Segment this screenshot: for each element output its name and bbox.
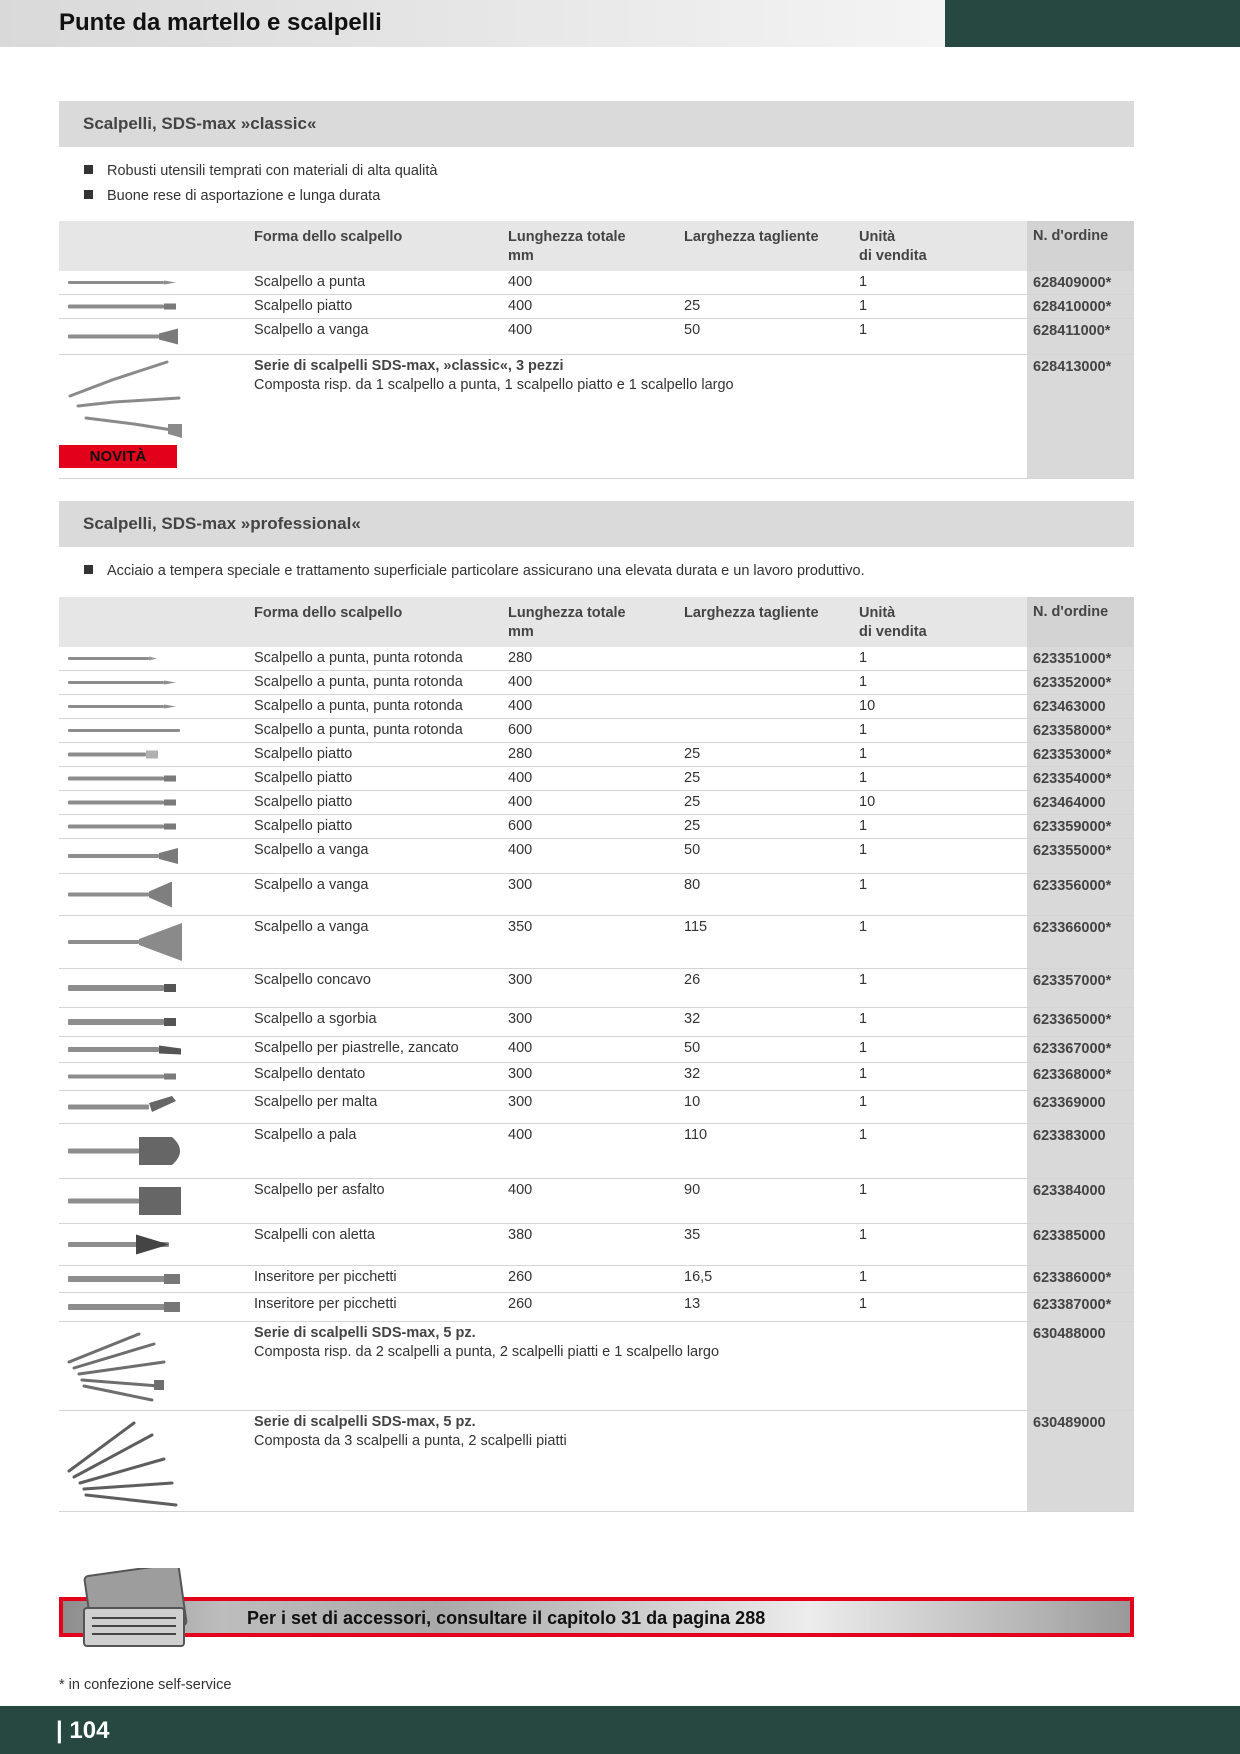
order-number: 628411000* <box>1027 319 1134 354</box>
header-accent <box>945 0 1240 47</box>
table-header <box>59 221 1134 271</box>
table-row <box>59 1037 1134 1063</box>
new-badge: NOVITÀ <box>59 445 177 468</box>
product-unit: 1 <box>859 1040 868 1056</box>
product-width: 35 <box>684 1227 701 1243</box>
set-row <box>59 355 1134 479</box>
product-length: 400 <box>508 770 533 786</box>
footnote: * in confezione self-service <box>59 1677 232 1693</box>
product-length: 400 <box>508 794 533 810</box>
chisel-set-image <box>64 1419 184 1507</box>
product-width: 13 <box>684 1296 701 1312</box>
chisel-image <box>64 319 189 354</box>
product-length: 600 <box>508 818 533 834</box>
product-length: 300 <box>508 1066 533 1082</box>
product-length: 400 <box>508 1182 533 1198</box>
chisel-image <box>64 815 189 838</box>
chisel-image <box>64 647 189 670</box>
chisel-image <box>64 1266 189 1292</box>
product-length: 300 <box>508 1094 533 1110</box>
table-row <box>59 1224 1134 1266</box>
order-number: 623352000* <box>1027 671 1134 694</box>
product-name: Scalpello piatto <box>254 818 353 834</box>
product-name: Scalpelli con aletta <box>254 1227 375 1243</box>
chisel-image <box>64 839 189 873</box>
table-row <box>59 916 1134 969</box>
product-width: 115 <box>684 919 708 935</box>
product-unit: 10 <box>859 698 876 714</box>
product-unit: 1 <box>859 674 868 690</box>
product-name: Scalpello dentato <box>254 1066 366 1082</box>
product-name: Scalpello a vanga <box>254 919 369 935</box>
product-name: Scalpello a pala <box>254 1127 357 1143</box>
product-name: Inseritore per picchetti <box>254 1269 397 1285</box>
banner-text: Per i set di accessori, consultare il capitolo 31 da pagina 288 <box>247 1608 766 1628</box>
chisel-image <box>64 1293 189 1321</box>
product-width: 50 <box>684 842 701 858</box>
product-name: Scalpello a punta <box>254 274 366 290</box>
order-number: 623387000* <box>1027 1293 1134 1321</box>
chisel-image <box>64 1091 189 1123</box>
product-length: 300 <box>508 877 533 893</box>
section-header-professional <box>59 501 1134 547</box>
order-number: 623358000* <box>1027 719 1134 742</box>
product-length: 300 <box>508 972 533 988</box>
table-row <box>59 1124 1134 1179</box>
table-row <box>59 271 1134 295</box>
product-unit: 10 <box>859 794 876 810</box>
product-unit: 1 <box>859 1182 868 1198</box>
tool-case-image <box>78 1568 198 1650</box>
product-name: Scalpello piatto <box>254 794 353 810</box>
chisel-image <box>64 874 189 915</box>
bullet-square <box>84 165 93 174</box>
product-width: 110 <box>684 1127 708 1143</box>
table-row <box>59 695 1134 719</box>
col-width: Larghezza tagliente <box>684 229 819 245</box>
col-order: N. d'ordine <box>1027 597 1134 647</box>
order-number: 623366000* <box>1027 916 1134 968</box>
chisel-image <box>64 271 189 294</box>
bullet-item: Robusti utensili temprati con materiali di alta qualità <box>84 163 437 179</box>
product-name: Scalpello per malta <box>254 1094 378 1110</box>
chisel-image <box>64 671 189 694</box>
product-length: 280 <box>508 746 533 762</box>
product-width: 50 <box>684 1040 701 1056</box>
product-name: Inseritore per picchetti <box>254 1296 397 1312</box>
product-name: Scalpello a punta, punta rotonda <box>254 650 463 666</box>
product-unit: 1 <box>859 1269 868 1285</box>
product-unit: 1 <box>859 1227 868 1243</box>
product-length: 400 <box>508 1040 533 1056</box>
footer-bar <box>0 1706 1240 1754</box>
order-number: 623355000* <box>1027 839 1134 873</box>
product-unit: 1 <box>859 322 868 338</box>
bullet-item: Acciaio a tempera speciale e trattamento superficiale particolare assicurano una elevata durata e un lavoro produttivo. <box>84 563 865 579</box>
product-unit: 1 <box>859 298 868 314</box>
product-name: Scalpello per asfalto <box>254 1182 385 1198</box>
set-row <box>59 1322 1134 1411</box>
product-unit: 1 <box>859 1127 868 1143</box>
table-row <box>59 743 1134 767</box>
chisel-image <box>64 1037 189 1062</box>
order-number: 623353000* <box>1027 743 1134 766</box>
product-length: 400 <box>508 698 533 714</box>
product-width: 26 <box>684 972 701 988</box>
product-width: 25 <box>684 298 701 314</box>
order-number: 623368000* <box>1027 1063 1134 1090</box>
product-length: 400 <box>508 322 533 338</box>
set-row <box>59 1411 1134 1512</box>
order-number: 623369000 <box>1027 1091 1134 1123</box>
order-number: 630489000 <box>1027 1411 1134 1511</box>
product-length: 400 <box>508 1127 533 1143</box>
product-unit: 1 <box>859 650 868 666</box>
product-name: Scalpello concavo <box>254 972 371 988</box>
order-number: 623354000* <box>1027 767 1134 790</box>
chisel-image <box>64 1063 189 1090</box>
product-name: Scalpello a punta, punta rotonda <box>254 674 463 690</box>
order-number: 630488000 <box>1027 1322 1134 1410</box>
bullet-square <box>84 565 93 574</box>
accessory-banner <box>59 1597 1134 1637</box>
order-number: 623384000 <box>1027 1179 1134 1223</box>
product-unit: 1 <box>859 1094 868 1110</box>
table-row <box>59 969 1134 1008</box>
table-row <box>59 719 1134 743</box>
chisel-set-image <box>64 1330 184 1406</box>
product-name: Scalpello a vanga <box>254 322 369 338</box>
table-row <box>59 295 1134 319</box>
product-length: 350 <box>508 919 533 935</box>
chisel-image <box>64 1224 189 1265</box>
product-length: 300 <box>508 1011 533 1027</box>
product-width: 25 <box>684 770 701 786</box>
section-title: Scalpelli, SDS-max »classic« <box>83 114 317 133</box>
order-number: 623356000* <box>1027 874 1134 915</box>
product-unit: 1 <box>859 1011 868 1027</box>
order-number: 628409000* <box>1027 271 1134 294</box>
set-title: Serie di scalpelli SDS-max, 5 pz. <box>254 1325 476 1341</box>
order-number: 623359000* <box>1027 815 1134 838</box>
col-shape: Forma dello scalpello <box>254 229 403 245</box>
product-name: Scalpello a vanga <box>254 842 369 858</box>
chisel-image <box>64 1124 189 1178</box>
product-unit: 1 <box>859 1066 868 1082</box>
product-name: Scalpello a punta, punta rotonda <box>254 698 463 714</box>
col-unit: Unità di vendita <box>859 229 927 264</box>
order-number: 623464000 <box>1027 791 1134 814</box>
product-name: Scalpello piatto <box>254 298 353 314</box>
col-length: Lunghezza totale mm <box>508 229 626 264</box>
chisel-image <box>64 916 189 968</box>
product-width: 32 <box>684 1011 701 1027</box>
product-unit: 1 <box>859 746 868 762</box>
order-number: 623357000* <box>1027 969 1134 1007</box>
table-row <box>59 1008 1134 1037</box>
chisel-image <box>64 719 189 742</box>
bullet-square <box>84 190 93 199</box>
set-description: Composta da 3 scalpelli a punta, 2 scalpelli piatti <box>254 1433 567 1449</box>
section-title: Scalpelli, SDS-max »professional« <box>83 514 361 533</box>
product-length: 400 <box>508 274 533 290</box>
col-width: Larghezza tagliente <box>684 605 819 621</box>
order-number: 628413000* <box>1027 355 1134 478</box>
chisel-image <box>64 969 189 1007</box>
product-width: 16,5 <box>684 1269 713 1285</box>
product-name: Scalpello a vanga <box>254 877 369 893</box>
product-unit: 1 <box>859 919 868 935</box>
table-row <box>59 874 1134 916</box>
product-length: 400 <box>508 298 533 314</box>
table-row <box>59 671 1134 695</box>
product-width: 50 <box>684 322 701 338</box>
product-length: 380 <box>508 1227 533 1243</box>
product-width: 90 <box>684 1182 701 1198</box>
table-header <box>59 597 1134 647</box>
product-length: 260 <box>508 1269 533 1285</box>
set-description: Composta risp. da 2 scalpelli a punta, 2 scalpelli piatti e 1 scalpello largo <box>254 1344 720 1360</box>
chisel-image <box>64 791 189 814</box>
chisel-set-image <box>64 360 184 442</box>
order-number: 623351000* <box>1027 647 1134 670</box>
chisel-image <box>64 1008 189 1036</box>
chisel-image <box>64 743 189 766</box>
product-name: Scalpello a punta, punta rotonda <box>254 722 463 738</box>
chisel-image <box>64 295 189 318</box>
product-width: 25 <box>684 818 701 834</box>
col-shape: Forma dello scalpello <box>254 605 403 621</box>
product-unit: 1 <box>859 877 868 893</box>
col-length: Lunghezza totale mm <box>508 605 626 640</box>
product-length: 400 <box>508 842 533 858</box>
product-unit: 1 <box>859 1296 868 1312</box>
chisel-image <box>64 767 189 790</box>
product-unit: 1 <box>859 818 868 834</box>
order-number: 628410000* <box>1027 295 1134 318</box>
table-row <box>59 767 1134 791</box>
set-title: Serie di scalpelli SDS-max, »classic«, 3 pezzi <box>254 358 564 374</box>
product-name: Scalpello a sgorbia <box>254 1011 377 1027</box>
chisel-image <box>64 1179 189 1223</box>
section-header-classic <box>59 101 1134 147</box>
product-length: 260 <box>508 1296 533 1312</box>
col-order: N. d'ordine <box>1027 221 1134 271</box>
table-row <box>59 791 1134 815</box>
product-name: Scalpello per piastrelle, zancato <box>254 1040 459 1056</box>
order-number: 623365000* <box>1027 1008 1134 1036</box>
table-row <box>59 1293 1134 1322</box>
product-width: 10 <box>684 1094 701 1110</box>
set-description: Composta risp. da 1 scalpello a punta, 1 scalpello piatto e 1 scalpello largo <box>254 377 734 393</box>
table-row <box>59 1063 1134 1091</box>
bullet-item: Buone rese di asportazione e lunga durata <box>84 188 380 204</box>
product-length: 600 <box>508 722 533 738</box>
product-unit: 1 <box>859 722 868 738</box>
table-row <box>59 1266 1134 1293</box>
product-width: 25 <box>684 794 701 810</box>
product-unit: 1 <box>859 972 868 988</box>
product-length: 400 <box>508 674 533 690</box>
chisel-image <box>64 695 189 718</box>
product-unit: 1 <box>859 842 868 858</box>
table-row <box>59 1091 1134 1124</box>
page-number: | 104 <box>56 1717 110 1744</box>
product-name: Scalpello piatto <box>254 770 353 786</box>
product-unit: 1 <box>859 274 868 290</box>
order-number: 623386000* <box>1027 1266 1134 1292</box>
table-row <box>59 839 1134 874</box>
set-title: Serie di scalpelli SDS-max, 5 pz. <box>254 1414 476 1430</box>
page-title: Punte da martello e scalpelli <box>59 9 382 36</box>
col-unit: Unità di vendita <box>859 605 927 640</box>
table-row <box>59 647 1134 671</box>
product-width: 25 <box>684 746 701 762</box>
table-row <box>59 1179 1134 1224</box>
order-number: 623383000 <box>1027 1124 1134 1178</box>
product-unit: 1 <box>859 770 868 786</box>
product-length: 280 <box>508 650 533 666</box>
product-width: 32 <box>684 1066 701 1082</box>
table-row <box>59 815 1134 839</box>
product-width: 80 <box>684 877 701 893</box>
table-row <box>59 319 1134 355</box>
order-number: 623463000 <box>1027 695 1134 718</box>
order-number: 623385000 <box>1027 1224 1134 1265</box>
product-name: Scalpello piatto <box>254 746 353 762</box>
order-number: 623367000* <box>1027 1037 1134 1062</box>
